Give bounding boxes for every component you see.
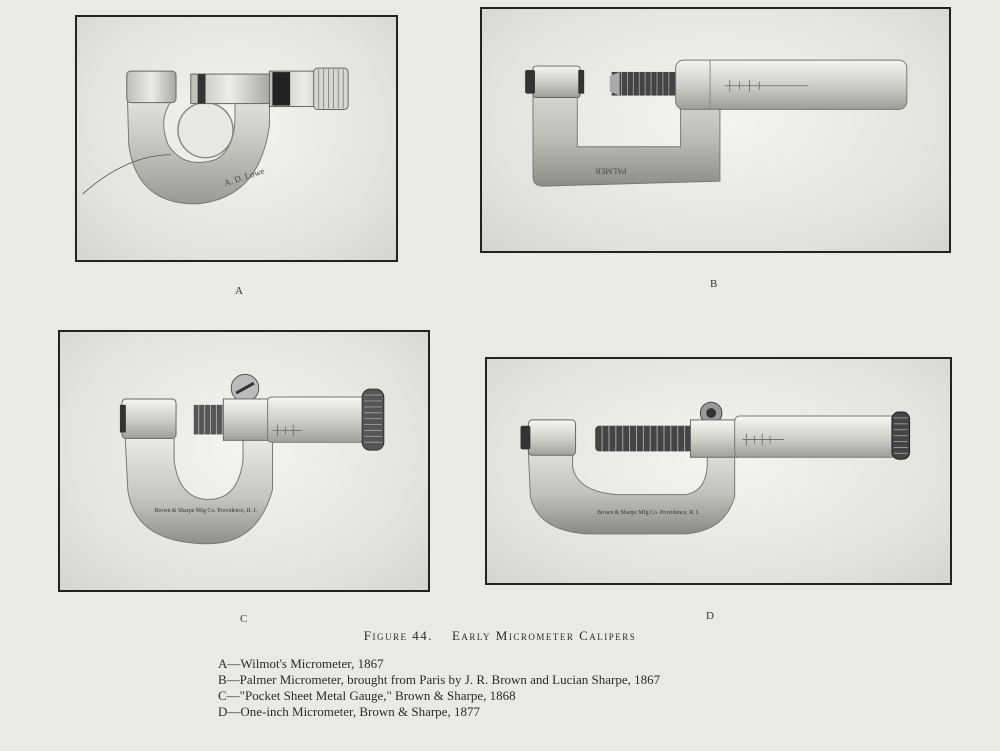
- plate-a-engraving: A. D. Lowe: [222, 165, 266, 189]
- plate-a: [75, 15, 398, 262]
- plate-d: [485, 357, 952, 585]
- legend-item-c: C—"Pocket Sheet Metal Gauge," Brown & Sharpe, 1868: [218, 688, 516, 703]
- pocket-gauge-photo: [60, 332, 428, 590]
- plate-b-letter: B: [710, 278, 719, 290]
- legend-item-b: B—Palmer Micrometer, brought from Paris by J. R. Brown and Lucian Sharpe, 1867: [218, 672, 661, 687]
- plate-c-letter: C: [240, 613, 249, 625]
- one-inch-micrometer-photo: [487, 359, 950, 583]
- figure-number: Figure 44.: [363, 628, 433, 643]
- figure-caption: [0, 628, 1000, 644]
- plate-c: [58, 330, 430, 592]
- plate-b-engraving: PALMER: [595, 166, 627, 176]
- legend-item-a: A—Wilmot's Micrometer, 1867: [218, 656, 384, 671]
- plate-b: [480, 7, 951, 253]
- wilmot-micrometer-photo: [77, 17, 396, 260]
- palmer-micrometer-photo: [482, 9, 949, 251]
- plate-c-engraving: Brown & Sharpe Mfg Co. Providence, R. I.: [154, 508, 257, 515]
- plate-d-engraving: Brown & Sharpe Mfg Co. Providence, R. I.: [597, 510, 700, 517]
- plate-a-letter: A: [235, 285, 244, 297]
- legend-item-d: D—One-inch Micrometer, Brown & Sharpe, 1877: [218, 704, 480, 719]
- plate-d-letter: D: [706, 610, 715, 622]
- figure-title: Early Micrometer Calipers: [451, 628, 637, 643]
- legend: [218, 656, 660, 720]
